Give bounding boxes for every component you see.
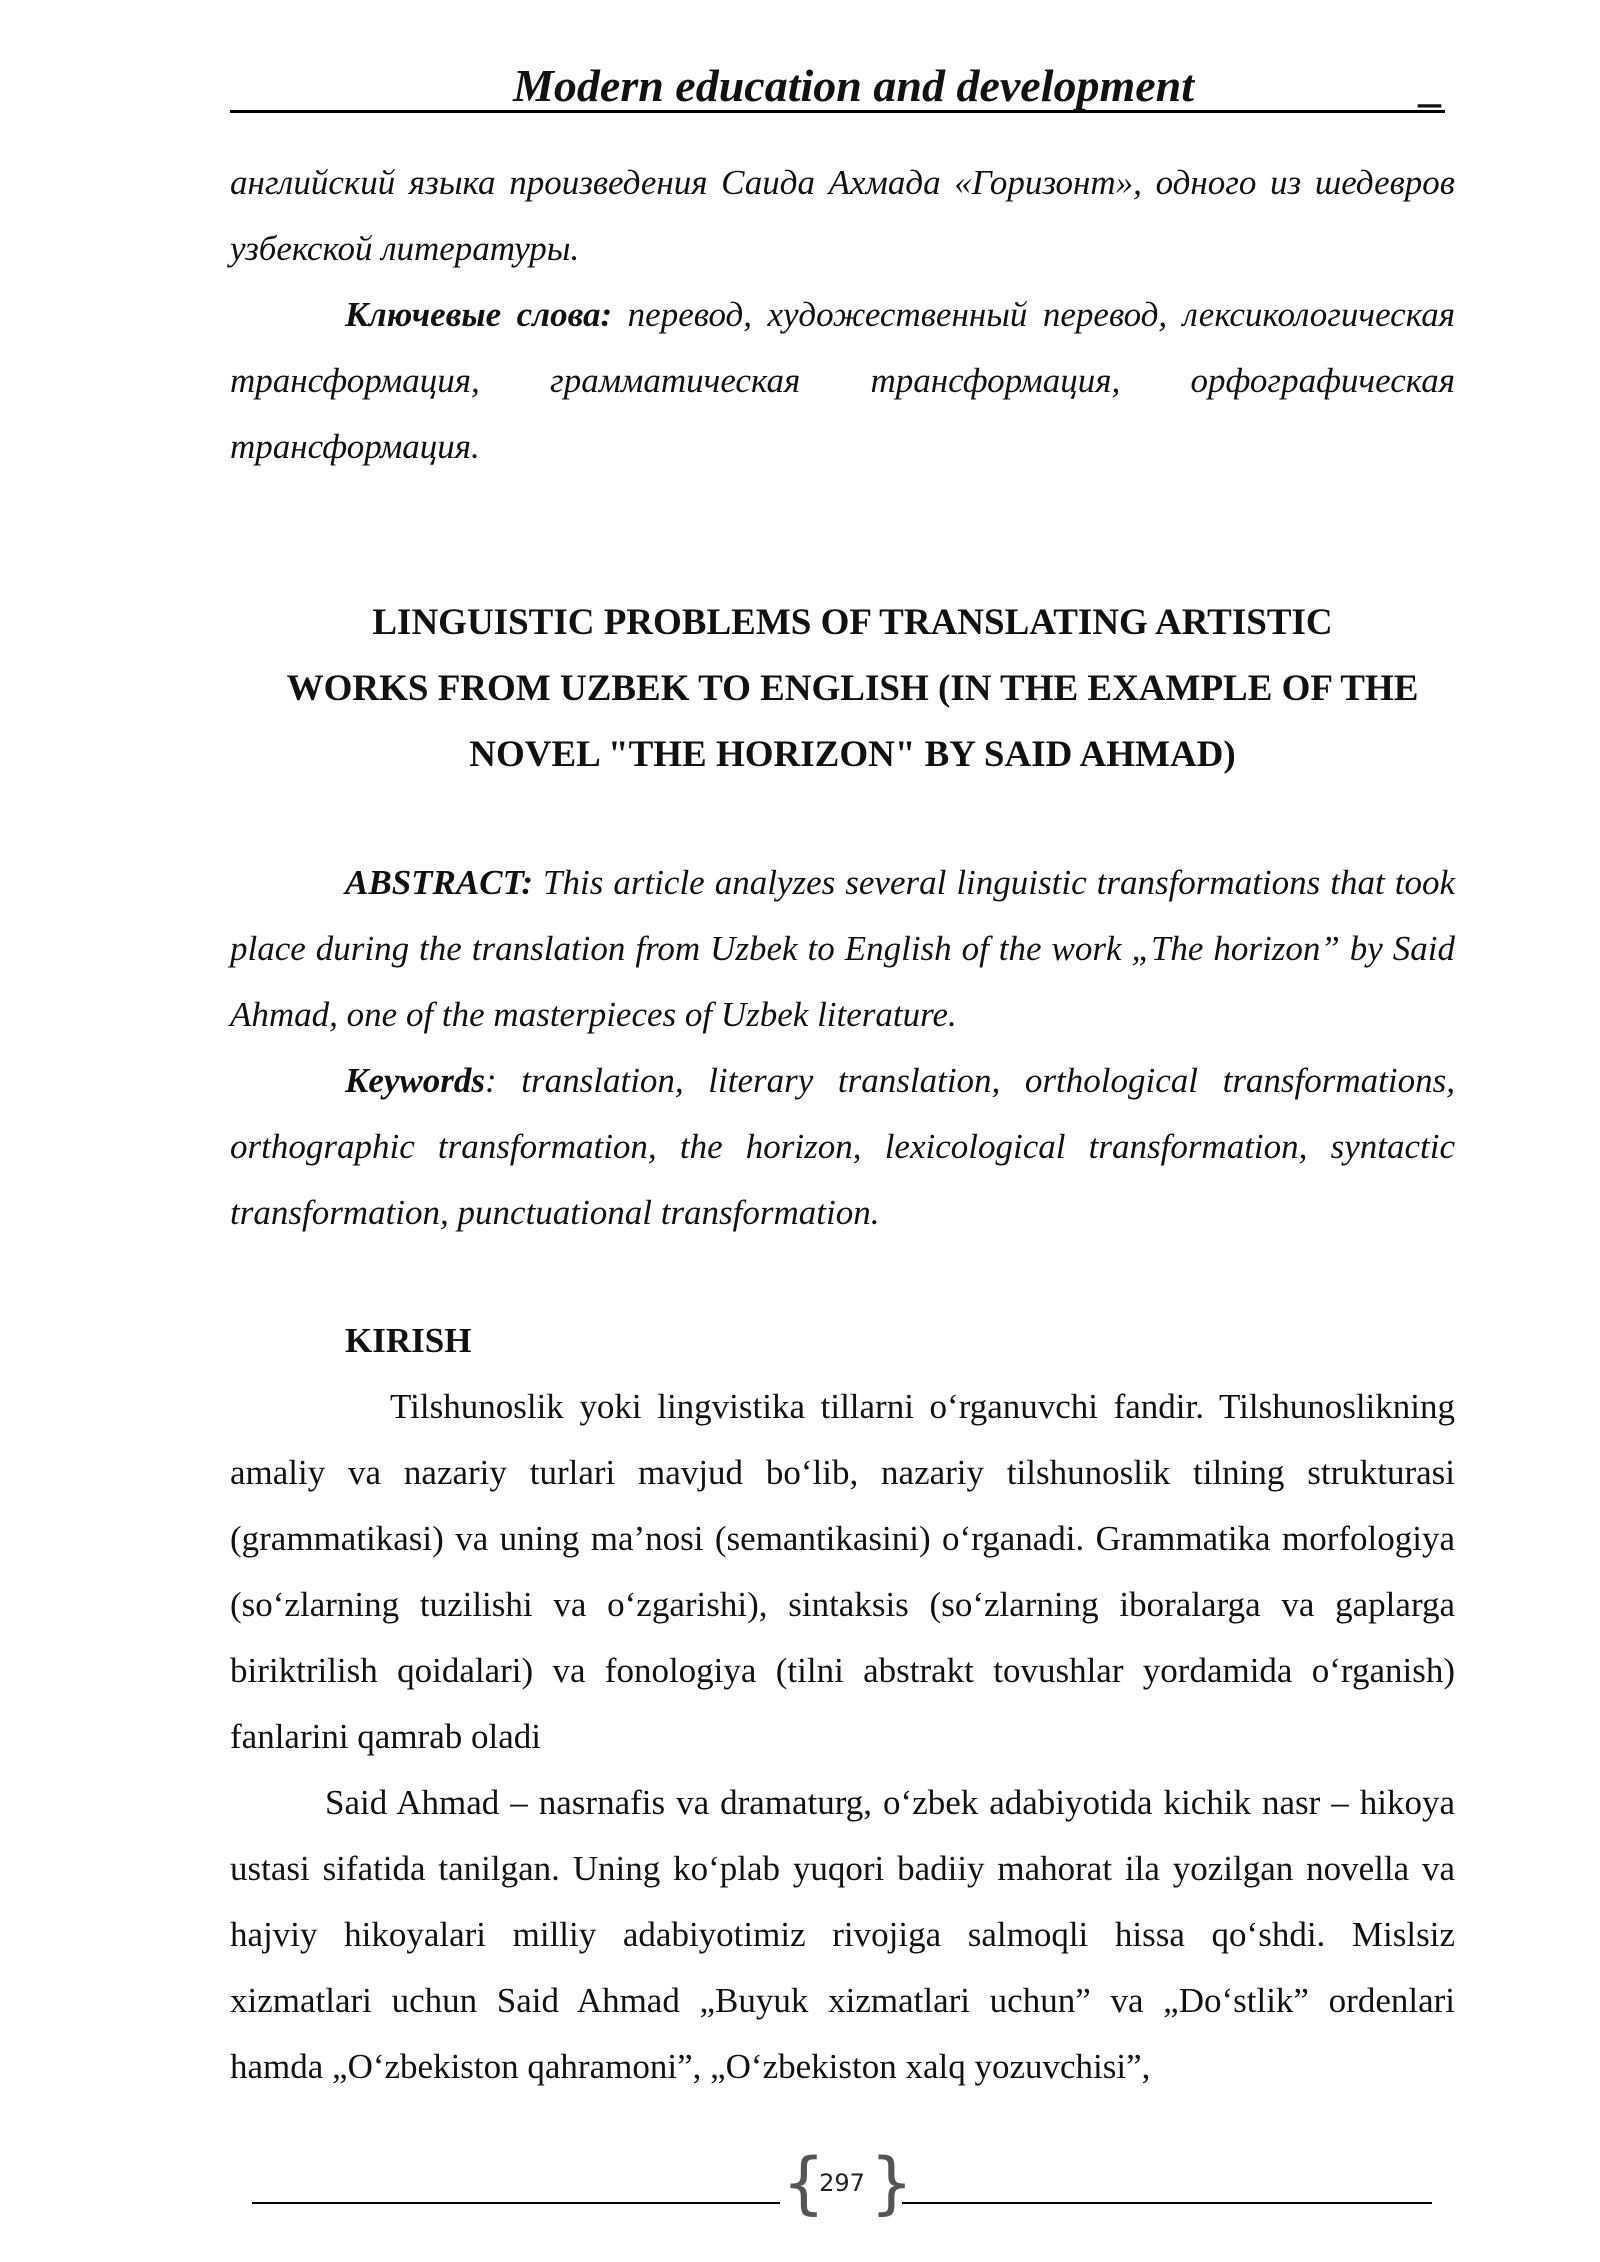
journal-title: Modern education and development [513,60,1195,111]
header-underscore: _ [1418,60,1441,111]
footer-rule-right [902,2202,1432,2204]
footer-rule-left [252,2202,780,2204]
russian-keywords [230,282,1455,480]
running-header [230,58,1445,113]
article-title [230,590,1455,788]
body-paragraph: Said Ahmad – nasrnafis va dramaturg, o‘zbek adabiyotida kichik nasr – hikoya ustasi sifatida tanilgan. Uning ko‘plab yuqori badiiy mahorat ila yozilgan novella va hajviy hikoyalari milliy adabiyotimiz rivojiga salmoqli hissa qo‘shdi. Mislsiz xizmatlari uchun Said Ahmad „Buyuk xizmatlari uchun” va „Do‘stlik” ordenlari hamda „O‘zbekiston qahramoni”, „O‘zbekiston xalq yozuvchisi”, [230,1783,1455,2086]
russian-keywords-text: перевод, художественный перевод, лексикологическая трансформация, грамматическая трансформация, орфографическая трансформация. [230,295,1455,466]
right-brace: } [870,2144,914,2223]
russian-abstract-continuation: английский языка произведения Саида Ахмада «Горизонт», одного из шедевров узбекской литературы. [230,163,1455,268]
article-title-line: LINGUISTIC PROBLEMS OF TRANSLATING ARTISTIC [372,602,1333,643]
article-title-line: WORKS FROM UZBEK TO ENGLISH (IN THE EXAMPLE OF THE [286,668,1419,709]
left-brace: { [782,2144,826,2223]
article-title-line: NOVEL "THE HORIZON" BY SAID AHMAD) [469,734,1236,775]
abstract-text: This article analyzes several linguistic transformations that took place during the translation from Uzbek to English of the work „The horizon” by Said Ahmad, one of the masterpieces of Uzbek literature. [230,863,1455,1034]
spacer [230,480,1455,590]
keywords-label: Keywords [345,1061,485,1100]
body-paragraph: Tilshunoslik yoki lingvistika tillarni o‘rganuvchi fandir. Tilshunoslikning amaliy va nazariy turlari mavjud bo‘lib, nazariy tilshunoslik tilning strukturasi (grammatikasi) va uning ma’nosi (semantikasini) o‘rganadi. Grammatika morfologiya (so‘zlarning tuzilishi va o‘zgarishi), sintaksis (so‘zlarning iboralarga va gaplarga biriktrilish qoidalari) va fonologiya (tilni abstrakt tovushlar yordamida o‘rganish) fanlarini qamrab oladi [230,1387,1455,1756]
spacer [230,788,1455,850]
russian-keywords-label: Ключевые слова: [345,295,613,334]
page-footer [252,2144,1432,2223]
section-heading: KIRISH [345,1321,472,1360]
english-abstract [230,850,1455,1048]
page-content [230,150,1455,2100]
english-keywords [230,1048,1455,1246]
page-number: 297 [819,2169,865,2197]
keywords-text: : translation, literary translation, orthological transformations, orthographic transformation, the horizon, lexicological transformation, syntactic transformation, punctuational transformation. [230,1061,1455,1232]
spacer [230,1246,1455,1308]
abstract-label: ABSTRACT: [345,863,534,902]
